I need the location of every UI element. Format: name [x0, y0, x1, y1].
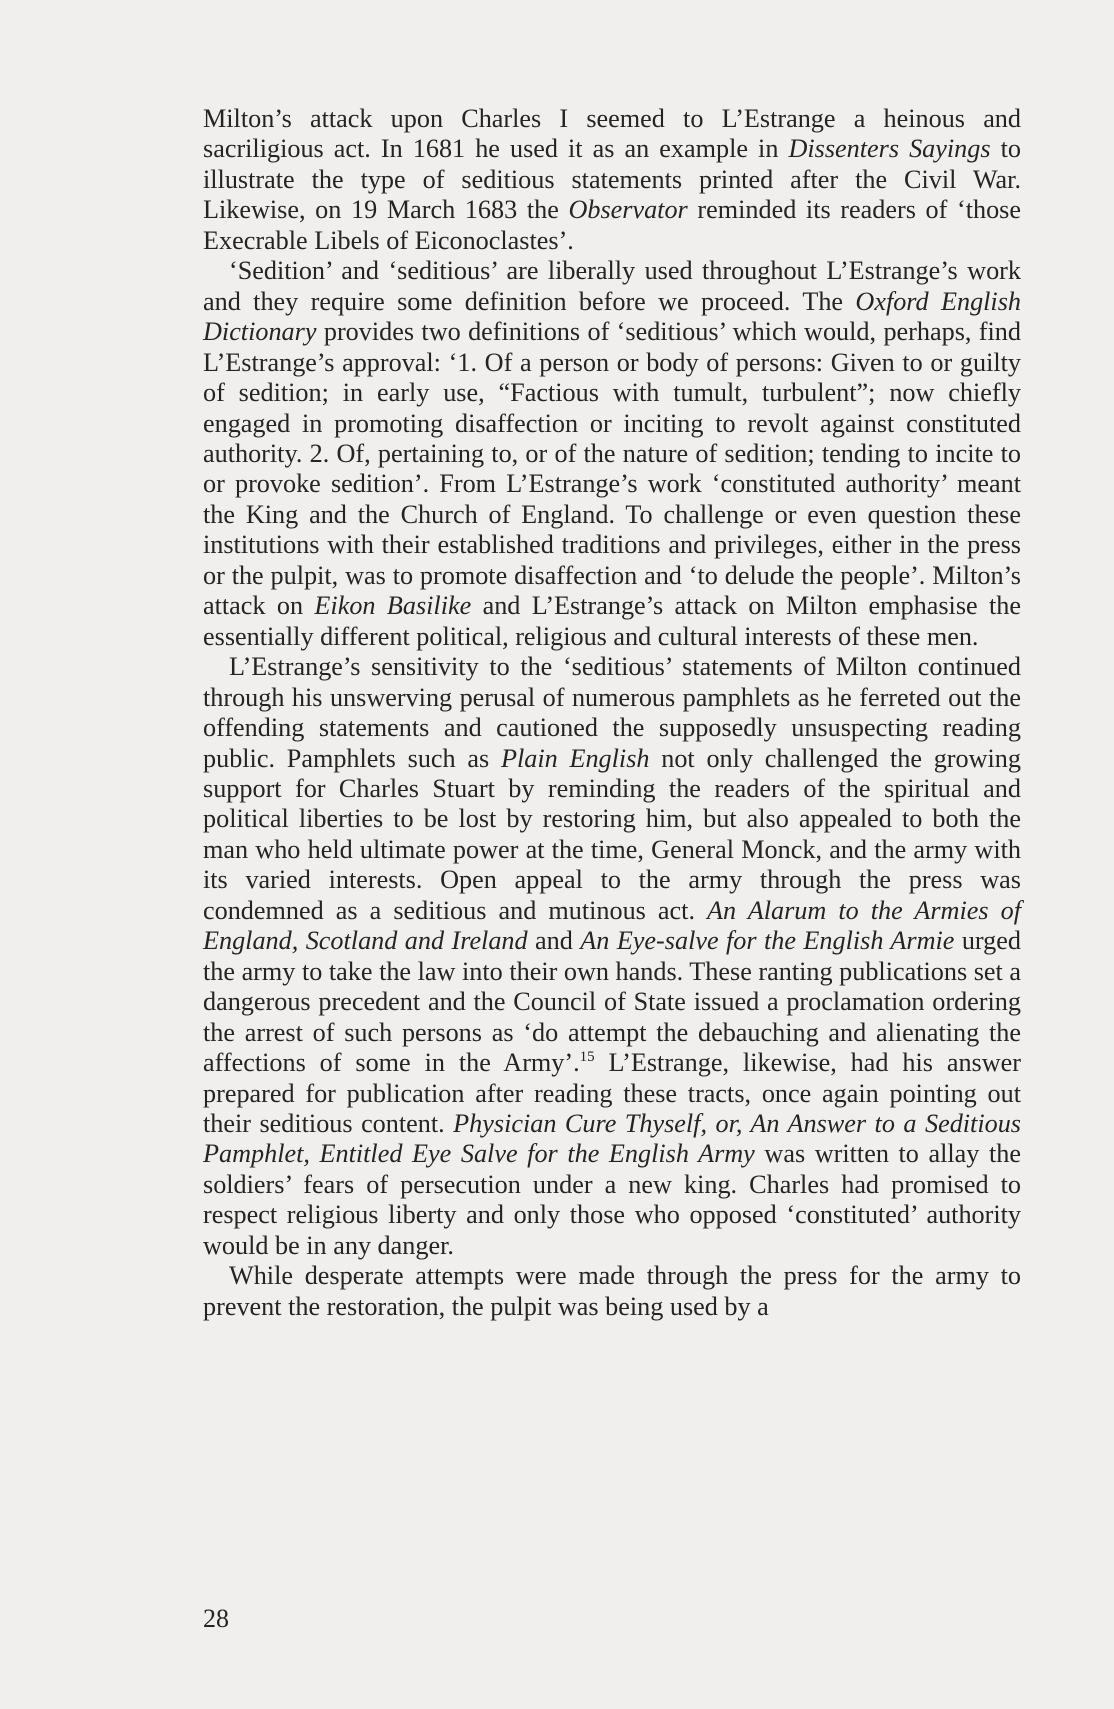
footnote-marker: 15 [579, 1049, 595, 1066]
italic-title: Oxford English Dictionary [203, 286, 1021, 347]
italic-title: Physician Cure Thyself, or, An Answer to a Seditious Pamphlet, Entitled Eye Salve for the English Army [203, 1108, 1021, 1169]
paragraph [203, 256, 1021, 652]
text-run: was written to allay the soldiers’ fears of persecution under a new king. Charles had promised to respect religious liberty and only those who opposed ‘constituted’ authority would be in any danger. [203, 1139, 1021, 1260]
italic-title: An Eye-salve for the English Armie [580, 926, 955, 956]
italic-title: Observator [568, 195, 688, 225]
text-run: ‘Sedition’ and ‘seditious’ are liberally used throughout L’Estrange’s work and they require some definition before we proceed. The [203, 256, 1021, 316]
body-text [203, 104, 1021, 1322]
italic-title: Eikon Basilike [314, 591, 472, 621]
paragraph [203, 1261, 1021, 1322]
paragraph [203, 652, 1021, 1261]
italic-title: An Alarum to the Armies of England, Scotland and Ireland [203, 895, 1021, 956]
text-run: L’Estrange’s sensitivity to the ‘seditious’ statements of Milton continued through his unswerving perusal of numerous pamphlets as he ferreted out the offending statements and cautioned the supposedly unsuspecting reading public. Pamphlets such as [203, 652, 1021, 773]
text-run: urged the army to take the law into their own hands. These ranting publications set a dangerous precedent and the Council of State issued a proclamation ordering the arrest of such persons as ‘do attempt the debauching and alienating the affections of some in the Army’. [203, 926, 1021, 1078]
text-run: Milton’s attack upon Charles I seemed to L’Estrange a heinous and sacriligious act. In 1681 he used it as an example in [203, 104, 1021, 164]
page-number: 28 [203, 1604, 229, 1633]
paragraph [203, 104, 1021, 256]
text-run: to illustrate the type of seditious statements printed after the Civil War. Likewise, on 19 March 1683 the [203, 134, 1021, 225]
italic-title: Dissenters Sayings [788, 134, 991, 164]
text-run: reminded its readers of ‘those Execrable Libels of Eiconoclastes’. [203, 195, 1021, 255]
italic-title: Plain English [500, 743, 650, 773]
text-run: provides two definitions of ‘seditious’ which would, perhaps, find L’Estrange’s approval: ‘1. Of a person or body of persons: Given to or guilty of sedition; in early use, “Factious with tumult, turbulent”; now chiefly engaged in promoting disaffection or inciting to revolt against constituted authority. 2. Of, pertaining to, or of the nature of sedition; tending to incite to or provoke sedition’. From L’Estrange’s work ‘constituted authority’ meant the King and the Church of England. To challenge or even question these institutions with their established traditions and privileges, either in the press or the pulpit, was to promote disaffection and ‘to delude the people’. Milton’s attack on [203, 317, 1021, 621]
text-run: and L’Estrange’s attack on Milton emphasise the essentially different political, religious and cultural interests of these men. [203, 591, 1021, 651]
text-run: and [527, 926, 581, 956]
text-run: not only challenged the growing support for Charles Stuart by reminding the readers of the spiritual and political liberties to be lost by restoring him, but also appealed to both the man who held ultimate power at the time, General Monck, and the army with its varied interests. Open appeal to the army through the press was condemned as a seditious and mutinous act. [203, 743, 1021, 925]
text-run: While desperate attempts were made through the press for the army to prevent the restoration, the pulpit was being used by a [203, 1261, 1021, 1321]
text-run: L’Estrange, likewise, had his answer prepared for publication after reading these tracts, once again pointing out their seditious content. [203, 1048, 1021, 1138]
